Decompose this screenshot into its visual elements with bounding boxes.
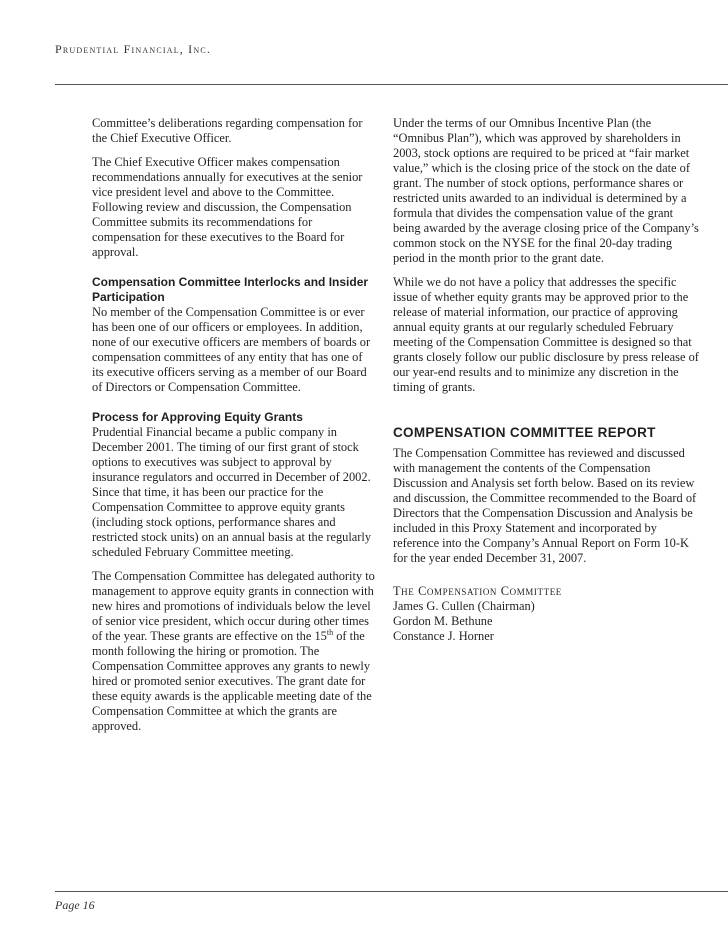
header-rule (55, 84, 728, 85)
running-header: Prudential Financial, Inc. (55, 42, 212, 56)
signature-title: The Compensation Committee (393, 584, 562, 598)
left-column (92, 116, 375, 743)
paragraph: While we do not have a policy that addresses the specific issue of whether equity grants may be approved prior to the release of material information, our practice of approving annual equity grants at our regularly scheduled February meeting of the Compensation Committee is designed so that grants closely follow our public disclosure by press release of our year-end results and to minimize any discretion in the timing of grants. (393, 275, 699, 394)
paragraph: The Chief Executive Officer makes compensation recommendations annually for executives at the senior vice president level and above to the Committee. Following review and discussion, the Compensation Committee submits its recommendations for compensation for these executives to the Board for approval. (92, 155, 363, 259)
right-column (393, 116, 703, 644)
paragraph: No member of the Compensation Committee is or ever has been one of our officers or employees. In addition, none of our executive officers are members of boards or compensation committees of any entity that has one of its executive officers serving as a member of our Board of Directors or Compensation Committee. (92, 305, 371, 394)
section-interlocks (92, 275, 375, 395)
report-heading: COMPENSATION COMMITTEE REPORT (393, 425, 656, 440)
paragraph: Committee’s deliberations regarding compensation for the Chief Executive Officer. (92, 116, 363, 145)
footer-rule (55, 891, 728, 892)
text-run: The Compensation Committee has delegated authority to management to approve equity grants in connection with new hires and promotions of individuals below the level of senior vice president, which occur during other times of the year. These grants are effective on the 15 (92, 569, 375, 643)
paragraph (92, 569, 375, 734)
paragraph: The Compensation Committee has reviewed and discussed with management the contents of the Compensation Discussion and Analysis set forth below. Based on its review and discussion, the Committee recommended to the Board of Directors that the Compensation Discussion and Analysis be included in this Proxy Statement and incorporated by reference into the Company’s Annual Report on Form 10-K for the year ended December 31, 2007. (393, 446, 697, 565)
page-number: Page 16 (55, 898, 95, 912)
signature-member: Gordon M. Bethune (393, 614, 493, 628)
section-heading: Process for Approving Equity Grants (92, 410, 303, 424)
signature-member: James G. Cullen (Chairman) (393, 599, 535, 613)
ordinal-suffix: th (326, 627, 334, 637)
text-run: of the month following the hiring or promotion. The Compensation Committee approves any grants to newly hired or promoted senior executives. The grant date for these equity awards is the applicable meeting date of the Compensation Committee at which the grants are approved. (92, 629, 372, 733)
paragraph: Prudential Financial became a public company in December 2001. The timing of our first grant of stock options to executives was subject to approval by insurance regulators and occurred in December of 2002. Since that time, it has been our practice for the Compensation Committee to approve equity grants (including stock options, performance shares and restricted stock units) on an annual basis at the regularly scheduled February Committee meeting. (92, 425, 372, 559)
paragraph: Under the terms of our Omnibus Incentive Plan (the “Omnibus Plan”), which was approved by shareholders in 2003, stock options are required to be priced at “fair market value,” which is the closing price of the stock on the date of grant. The number of stock options, performance shares or restricted units awarded to an individual is determined by a formula that divides the compensation value of the grant being awarded by the average closing price of the Company’s common stock on the NYSE for the final 20-day trading period in the month prior to the grant date. (393, 116, 699, 265)
signature-member: Constance J. Horner (393, 629, 494, 643)
section-heading: Compensation Committee Interlocks and Insider Participation (92, 275, 369, 304)
section-equity-grants (92, 410, 375, 734)
